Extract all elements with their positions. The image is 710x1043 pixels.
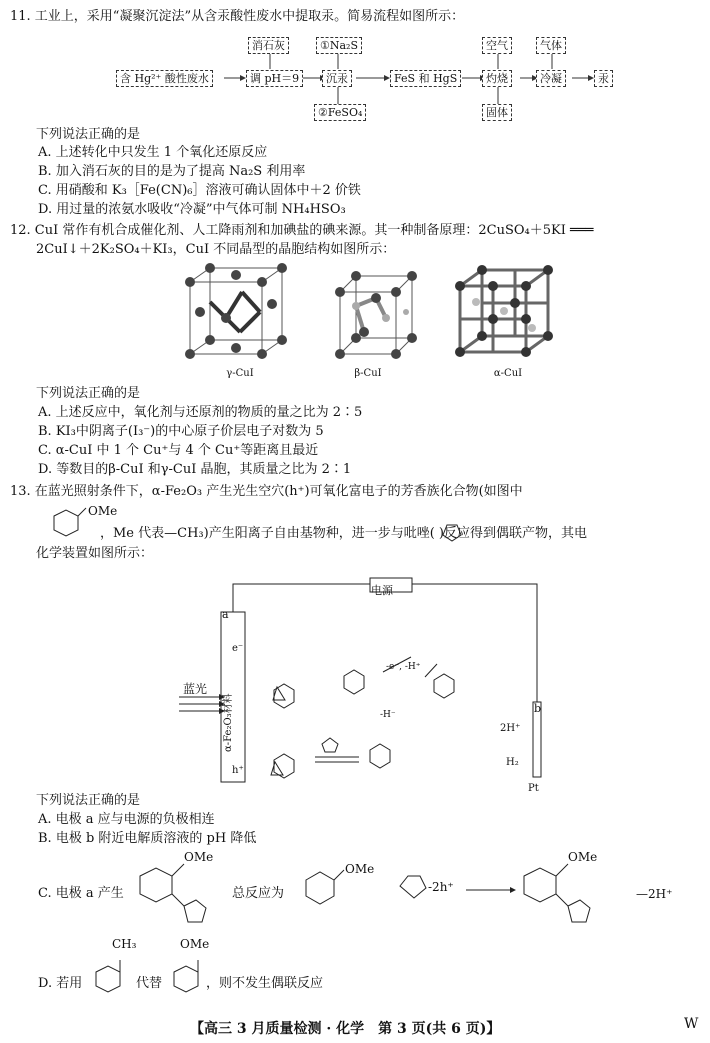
option-c-minus-2h-plus: —2H⁺	[636, 887, 673, 901]
anisole-ome-label: OMe	[88, 504, 118, 518]
minus-e-h-label: -e⁻, -H⁺	[386, 662, 421, 672]
q12-option-a: A. 上述反应中，氧化剂与还原剂的物质的量之比为 2∶5	[38, 405, 363, 420]
flow-mercury: 汞	[594, 70, 613, 87]
q11-stem: 11. 工业上，采用“凝聚沉淀法”从含汞酸性废水中提取汞。简易流程如图所示：	[10, 9, 465, 24]
q12-prompt: 下列说法正确的是	[36, 386, 141, 401]
flow-na2s: ①Na₂S	[316, 37, 362, 54]
product-ome-label: OMe	[184, 850, 214, 864]
q12-option-c: C. α-CuI 中 1 个 Cu⁺与 4 个 Cu⁺等距离且最近	[38, 443, 319, 458]
label-alpha-cui: α-CuI	[493, 368, 523, 379]
flow-step-ph: 调 pH＝9	[246, 70, 303, 87]
q12-option-d: D. 等数目的β-CuI 和γ-CuI 晶胞，其质量之比为 2∶1	[38, 462, 352, 477]
q13-prompt: 下列说法正确的是	[36, 793, 141, 808]
page-watermark: W	[684, 1016, 699, 1032]
reaction-intermediates-drawing	[258, 640, 538, 840]
q13-option-c-total: 总反应为	[232, 886, 285, 901]
power-source-label: 电源	[371, 584, 393, 597]
anisole-structure-icon	[36, 502, 96, 546]
flow-step-precipitate: 沉汞	[322, 70, 352, 87]
anisole-d-structure-icon	[168, 948, 208, 998]
pyrazole-structure-icon	[437, 519, 467, 545]
q12-option-b: B. KI₃中阴离子(I₃⁻)的中心原子价层电子对数为 5	[38, 424, 324, 439]
fe2o3-material-label: α-Fe₂O₃材料	[223, 693, 234, 752]
q12-stem-2: 2CuI↓＋2K₂SO₄＋KI₃，CuI 不同晶型的晶胞结构如图所示：	[36, 242, 396, 257]
label-beta-cui: β-CuI	[354, 368, 382, 379]
h2-label: H₂	[506, 757, 519, 768]
toluene-ch3-label: CH₃	[112, 937, 137, 951]
pt-label: Pt	[528, 783, 539, 794]
flow-air: 空气	[482, 37, 512, 54]
flow-solid: 固体	[482, 104, 512, 121]
electrode-a-label: a	[222, 608, 229, 621]
q13-option-d-replace: 代替	[136, 976, 163, 991]
q13-stem-2: ，Me 代表—CH₃)产生阳离子自由基物种，进一步与吡唑( )反应得到偶联产物，其电	[100, 526, 587, 541]
flow-feso4: ②FeSO₄	[314, 104, 366, 121]
q11-option-b: B. 加入消石灰的目的是为了提高 Na₂S 利用率	[38, 164, 306, 179]
electrode-b-label: b	[534, 702, 542, 715]
flow-condense: 冷凝	[536, 70, 566, 87]
e-minus-label: e⁻	[232, 643, 244, 654]
q13-stem-3: 化学装置如图所示：	[36, 546, 154, 561]
h-plus-label: h⁺	[232, 765, 244, 776]
q13-option-c-lead: C. 电极 a 产生	[38, 886, 124, 901]
q13-option-a: A. 电极 a 应与电源的负极相连	[38, 812, 215, 827]
toluene-structure-icon	[90, 948, 130, 998]
q13-option-b: B. 电极 b 附近电解质溶液的 pH 降低	[38, 831, 257, 846]
q12-stem-1: 12. CuI 常作有机合成催化剂、人工降雨剂和加碘盐的碘来源。其一种制备原理：2CuSO₄＋5KI ═══	[10, 223, 594, 238]
q11-option-a: A. 上述转化中只发生 1 个氧化还原反应	[38, 145, 268, 160]
page-footer: 【高三 3 月质量检测 · 化学 第 3 页(共 6 页)】	[190, 1021, 501, 1037]
q13-option-d-lead: D. 若用	[38, 976, 83, 991]
minus-h-label: -H⁻	[380, 710, 396, 720]
q11-option-d: D. 用过量的浓氨水吸收“冷凝”中气体可制 NH₄HSO₃	[38, 202, 346, 217]
anisole-d-ome-label: OMe	[180, 937, 210, 951]
flow-gas: 气体	[536, 37, 566, 54]
option-c-minus-2h: -2h⁺	[428, 880, 454, 894]
h-plus-2-label: 2H⁺	[500, 723, 521, 734]
flow-start: 含 Hg²⁺ 酸性废水	[116, 70, 213, 87]
flow-fes-hgs: FeS 和 HgS	[390, 70, 461, 87]
crystal-structures-drawing	[180, 262, 600, 382]
pyrazole-reactant-arrow-icon	[392, 868, 522, 918]
q11-option-c: C. 用硝酸和 K₃［Fe(CN)₆］溶液可确认固体中＋2 价铁	[38, 183, 361, 198]
q13-stem-1: 13. 在蓝光照射条件下，α-Fe₂O₃ 产生光生空穴(h⁺)可氧化富电子的芳香族化合物(如图中	[10, 484, 523, 499]
label-gamma-cui: γ-CuI	[226, 368, 254, 379]
q13-option-d-tail: ，则不发生偶联反应	[206, 976, 324, 991]
flow-lime: 消石灰	[248, 37, 289, 54]
product-right-ome-label: OMe	[568, 850, 598, 864]
q11-prompt: 下列说法正确的是	[36, 127, 141, 142]
reactant-ome-label: OMe	[345, 862, 375, 876]
flow-roast: 灼烧	[482, 70, 512, 87]
blue-light-label: 蓝光	[183, 682, 208, 696]
